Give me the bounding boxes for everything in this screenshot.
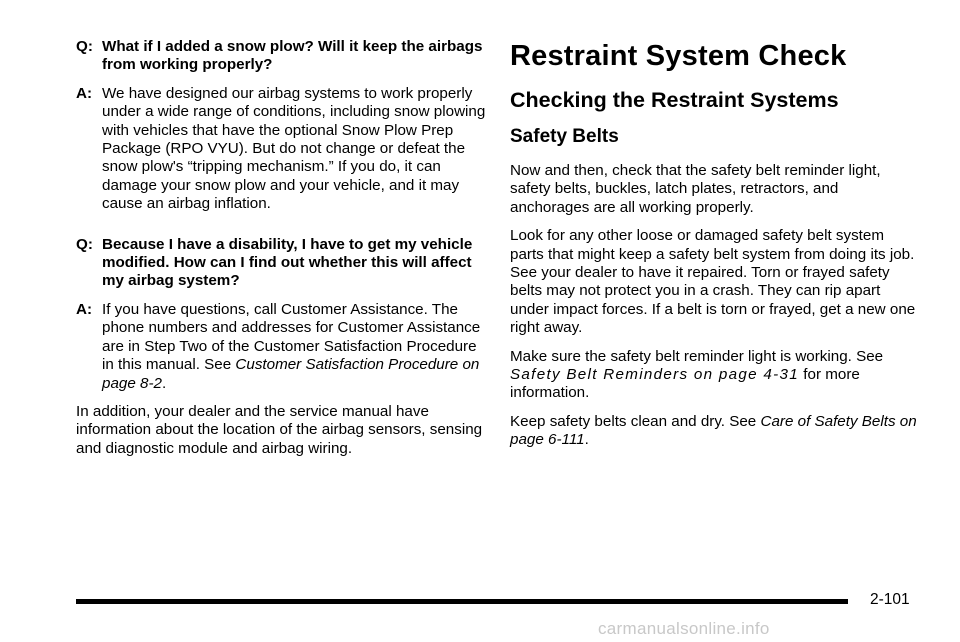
footer-rule [76,599,848,604]
question-text: Because I have a disability, I have to get my vehicle modified. How can I find out whether this will affect my airbag system? [102,235,473,290]
care-paragraph: Keep safety belts clean and dry. See Care of Safety Belts on page 6-111. [510,412,917,449]
question-disability [76,236,486,291]
answer-snow-plow [76,85,486,214]
page-title: Restraint System Check [510,40,847,72]
safety-belt-reminders-link[interactable]: Safety Belt Reminders on page 4-31 [510,366,800,384]
answer-label: A: [76,84,93,102]
answer-label: A: [76,300,93,318]
left-column [76,38,486,458]
subsection-heading: Safety Belts [510,126,619,147]
question-label: Q: [76,38,93,55]
answer-text: If you have questions, call Customer Assistance. The phone numbers and addresses for Customer Assistance are in Step Two of the Customer Satisfaction Procedure in this manual. See [102,300,481,374]
watermark: carmanualsonline.info [598,619,770,638]
damaged-belt-paragraph: Look for any other loose or damaged safety belt system parts that might keep a safety belt system from doing its job. See your dealer to have it repaired. Torn or frayed safety belts may not protect you in a crash. They can rip apart under impact forces. If a belt is torn or frayed, get a new one right away. [510,227,916,337]
question-text: What if I added a snow plow? Will it keep the airbags from working properly? [102,38,483,74]
care-of-safety-belts-link[interactable]: Care of Safety Belts on page 6-111 [510,412,917,449]
airbag-info-paragraph: In addition, your dealer and the service manual have information about the location of the airbag sensors, sensing and diagnostic module and airbag wiring. [76,402,483,457]
reminder-light-paragraph: Make sure the safety belt reminder light is working. See Safety Belt Reminders on page 4-31 for more information. [510,347,884,402]
question-label: Q: [76,235,93,253]
customer-satisfaction-link[interactable]: Customer Satisfaction Procedure on page 8-2 [102,356,480,392]
question-snow-plow [76,38,486,75]
answer-text: We have designed our airbag systems to work properly under a wide range of conditions, including snow plowing with vehicles that have the optional Snow Plow Prep Package (RPO VYU). But do not change or defeat the snow plow's “tripping mechanism.” If you do, it can damage your snow plow and your vehicle, and it may cause an airbag inflation. [102,84,486,213]
right-column [510,36,920,450]
section-heading: Checking the Restraint Systems [510,88,839,112]
check-paragraph: Now and then, check that the safety belt reminder light, safety belts, buckles, latch plates, retractors, and anchorages are all working properly. [510,162,881,216]
answer-disability: A: If you have questions, call Customer Assistance. The phone numbers and addresses for Customer Assistance are in Step Two of the Customer Satisfaction Procedure in this manual. See Customer Satisfaction Procedure on page 8-2. [76,300,481,392]
page-number: 2-101 [870,591,910,608]
